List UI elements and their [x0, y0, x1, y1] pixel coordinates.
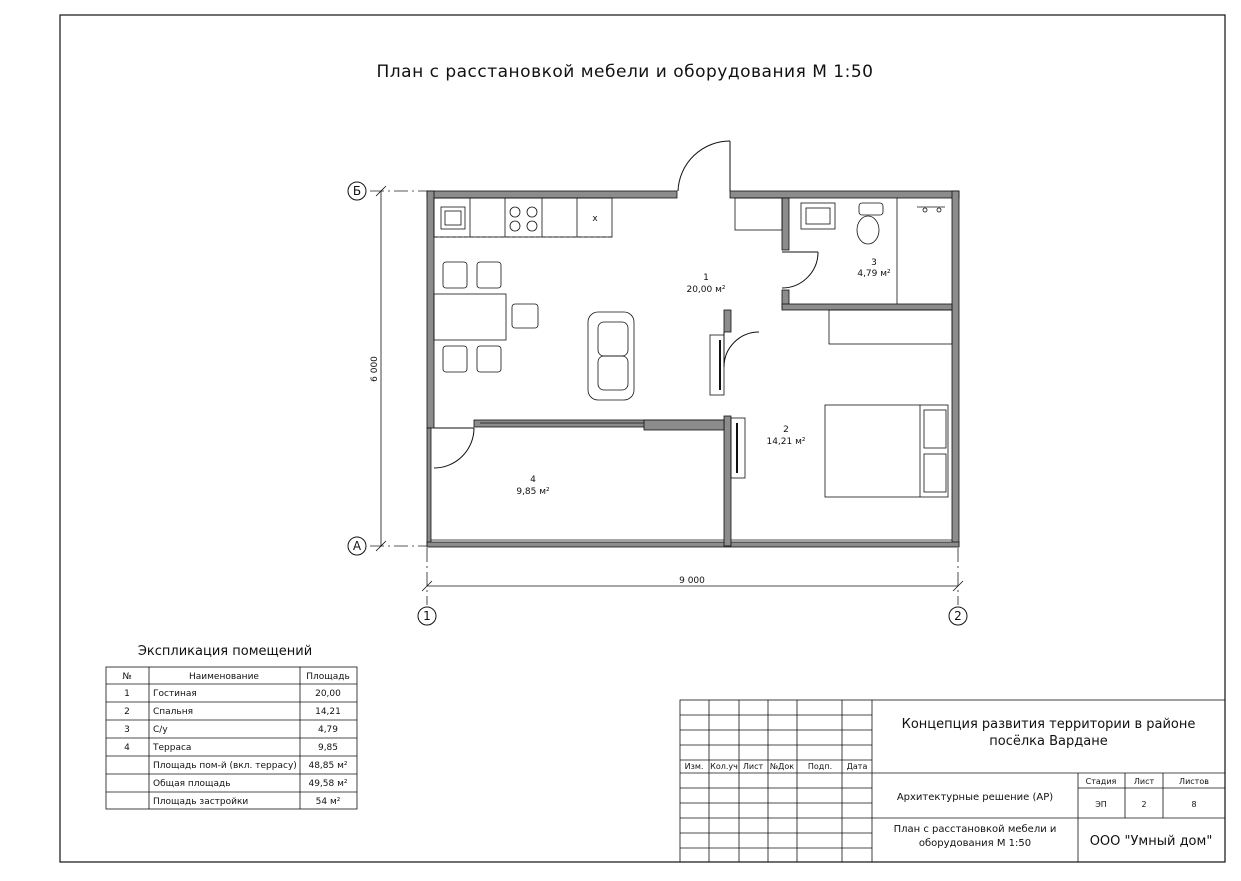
svg-text:4,79 м²: 4,79 м²: [857, 269, 891, 279]
svg-text:Площадь пом-й (вкл. террасу): Площадь пом-й (вкл. террасу): [153, 761, 297, 771]
svg-text:С/у: С/у: [153, 725, 168, 735]
bedroom-wardrobe: [829, 310, 952, 344]
svg-text:Дата: Дата: [846, 762, 868, 771]
svg-text:А: А: [352, 539, 362, 553]
svg-text:49,58 м²: 49,58 м²: [308, 779, 348, 789]
tv-unit-living: [710, 335, 724, 395]
svg-text:1: 1: [124, 689, 130, 699]
explication-row: [124, 689, 341, 699]
svg-text:3: 3: [124, 725, 130, 735]
svg-text:Наименование: Наименование: [189, 672, 259, 682]
svg-text:Б: Б: [352, 184, 362, 198]
dimension-height-label: 6 000: [370, 356, 380, 382]
svg-text:48,85 м²: 48,85 м²: [308, 761, 348, 771]
axis-bubble-a: [348, 537, 366, 555]
axis-bubble-1: [418, 607, 436, 625]
svg-text:Подп.: Подп.: [807, 762, 833, 771]
svg-text:Изм.: Изм.: [684, 762, 704, 771]
svg-text:2: 2: [124, 707, 130, 717]
svg-text:Лист: Лист: [742, 762, 764, 771]
stamp-sheet-value: 2: [1141, 800, 1147, 809]
svg-text:14,21 м²: 14,21 м²: [766, 437, 806, 447]
terrace-door: [434, 428, 474, 468]
stamp-section: Архитектурные решение (АР): [896, 792, 1054, 803]
svg-text:№Док: №Док: [769, 762, 795, 771]
stamp-drawing-cell: [890, 823, 1060, 859]
svg-text:Терраса: Терраса: [153, 743, 192, 753]
svg-text:Кол.уч: Кол.уч: [710, 762, 738, 771]
stamp-project-cell: [872, 716, 1225, 760]
fridge-mark: x: [592, 214, 598, 224]
explication-row: [153, 779, 348, 789]
sofa: [588, 312, 634, 400]
svg-text:9,85: 9,85: [317, 743, 339, 753]
explication-row: [124, 707, 341, 717]
stamp-drawing-name: План с расстановкой мебели и оборудования М 1:50: [893, 824, 1057, 849]
entrance-door: [678, 141, 730, 191]
svg-text:4: 4: [530, 475, 536, 485]
stamp-stage-label: Стадия: [1085, 777, 1117, 786]
terrace-glazing: [431, 423, 952, 540]
bathroom-fixtures: [735, 198, 945, 304]
stamp-sheets-label: Листов: [1179, 777, 1209, 786]
room-label-1: [686, 273, 725, 295]
room-label-3: [857, 258, 891, 279]
svg-text:9,85 м²: 9,85 м²: [516, 487, 550, 497]
stamp-sheet-label: Лист: [1133, 777, 1155, 786]
svg-text:1: 1: [703, 273, 709, 283]
dining-chairs: [443, 262, 538, 372]
svg-text:14,21: 14,21: [315, 707, 341, 717]
room-label-2: [766, 425, 805, 447]
stamp-stage-value: ЭП: [1095, 800, 1107, 809]
stamp-sheets-value: 8: [1191, 800, 1197, 809]
explication-row: [153, 797, 341, 807]
axis-bubble-2: [949, 607, 967, 625]
room-label-4: [516, 475, 550, 497]
svg-text:2: 2: [954, 609, 962, 623]
explication-row: [153, 761, 348, 771]
bathroom-door: [782, 252, 818, 288]
svg-text:Гостиная: Гостиная: [153, 689, 197, 699]
stamp-column-headers: [685, 762, 868, 771]
svg-text:4: 4: [124, 743, 130, 753]
svg-text:3: 3: [871, 258, 877, 268]
stove: [510, 207, 537, 231]
explication-header: [122, 672, 349, 682]
drawing-title: План с расстановкой мебели и оборудования М 1:50: [376, 62, 874, 82]
svg-text:Спальня: Спальня: [153, 707, 194, 717]
explication-row: [124, 725, 338, 735]
explication-row: [124, 743, 338, 753]
tv-unit-bedroom: [731, 418, 745, 478]
svg-text:2: 2: [783, 425, 789, 435]
stamp-project-title: Концепция развития территории в районе посёлка Вардане: [901, 717, 1196, 749]
svg-text:1: 1: [423, 609, 431, 623]
svg-text:54 м²: 54 м²: [315, 797, 341, 807]
bedroom-door: [724, 332, 759, 367]
walls: [427, 191, 959, 547]
svg-text:20,00 м²: 20,00 м²: [686, 285, 726, 295]
explication-title: Экспликация помещений: [137, 644, 313, 659]
stamp-company: ООО "Умный дом": [1089, 834, 1213, 849]
axis-bubble-b: [348, 182, 366, 200]
dimension-width-label: 9 000: [679, 576, 705, 586]
kitchen-sink: [441, 207, 465, 229]
svg-text:Общая площадь: Общая площадь: [153, 779, 231, 789]
double-bed: [825, 405, 948, 497]
svg-text:№: №: [122, 672, 132, 682]
dining-table: [434, 294, 506, 340]
svg-text:20,00: 20,00: [315, 689, 341, 699]
svg-text:Площадь: Площадь: [306, 672, 350, 682]
svg-text:4,79: 4,79: [317, 725, 339, 735]
svg-text:Площадь застройки: Площадь застройки: [153, 797, 249, 807]
